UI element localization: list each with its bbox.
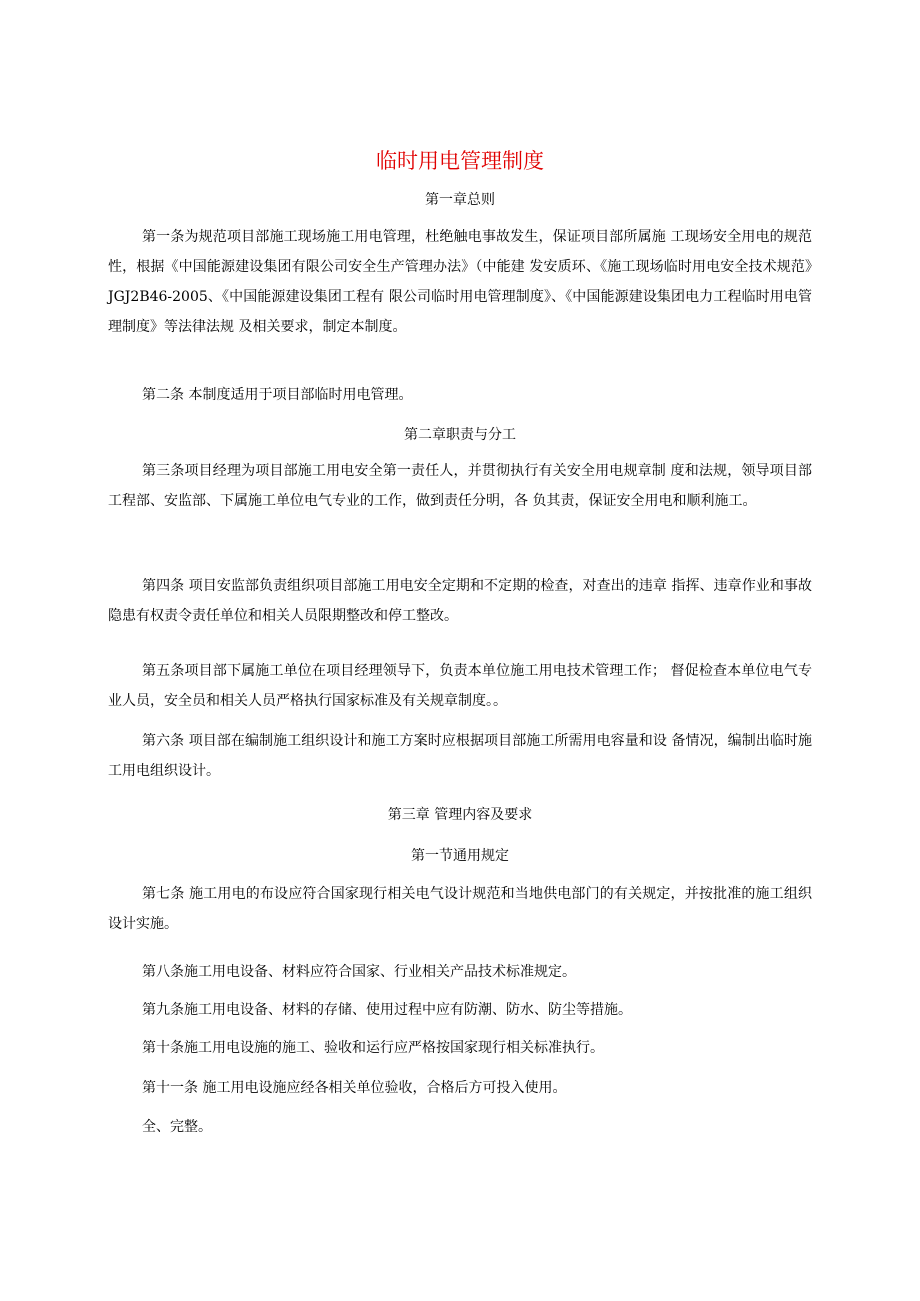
article-3: 第三条项目经理为项目部施工用电安全第一责任人，并贯彻执行有关安全用电规章制 度和法规，领导项目部工程部、安监部、下属施工单位电气专业的工作，做到责任分明，各 负其责，保证安全用电和顺利施工。 xyxy=(108,463,812,509)
closing-text: 全、完整。 xyxy=(142,1119,212,1135)
article-4: 第四条 项目安监部负责组织项目部施工用电安全定期和不定期的检查，对查出的违章 指挥、违章作业和事故隐患有权责令责任单位和相关人员限期整改和停工整改。 xyxy=(108,578,812,624)
document-title: 临时用电管理制度 xyxy=(376,149,544,173)
article-6: 第六条 项目部在编制施工组织设计和施工方案时应根据项目部施工所需用电容量和设 备情况，编制出临时施工用电组织设计。 xyxy=(108,733,812,779)
article-8: 第八条施工用电设备、材料应符合国家、行业相关产品技术标准规定。 xyxy=(142,964,576,980)
article-7: 第七条 施工用电的布设应符合国家现行相关电气设计规范和当地供电部门的有关规定，并按批准的施工组织设计实施。 xyxy=(108,886,812,932)
article-11: 第十一条 施工用电设施应经各相关单位验收，合格后方可投入使用。 xyxy=(142,1080,567,1096)
chapter-heading-1: 第一章总则 xyxy=(425,192,495,208)
article-9: 第九条施工用电设备、材料的存储、使用过程中应有防潮、防水、防尘等措施。 xyxy=(142,1002,632,1018)
section-heading-1: 第一节通用规定 xyxy=(411,848,509,864)
chapter-heading-3: 第三章 管理内容及要求 xyxy=(387,807,533,823)
article-10: 第十条施工用电设施的施工、验收和运行应严格按国家现行相关标准执行。 xyxy=(142,1040,604,1056)
article-5: 第五条项目部下属施工单位在项目经理领导下，负责本单位施工用电技术管理工作； 督促检查本单位电气专业人员，安全员和相关人员严格执行国家标准及有关规章制度。。 xyxy=(108,663,812,709)
article-1: 第一条为规范项目部施工现场施工用电管理，杜绝触电事故发生，保证项目部所属施 工现场安全用电的规范性，根据《中国能源建设集团有限公司安全生产管理办法》（中能建 发安质环、《施工现场临时用电安全技术规范》JGJ2B46-2005、《中国能源建设集团工程有 限公司临时用电管理制度》、《中国能源建设集团电力工程临时用电管理制度》等法律法规 及相关要求，制定本制度。 xyxy=(108,229,812,335)
article-2: 第二条 本制度适用于项目部临时用电管理。 xyxy=(142,387,413,403)
chapter-heading-2: 第二章职责与分工 xyxy=(404,427,516,443)
